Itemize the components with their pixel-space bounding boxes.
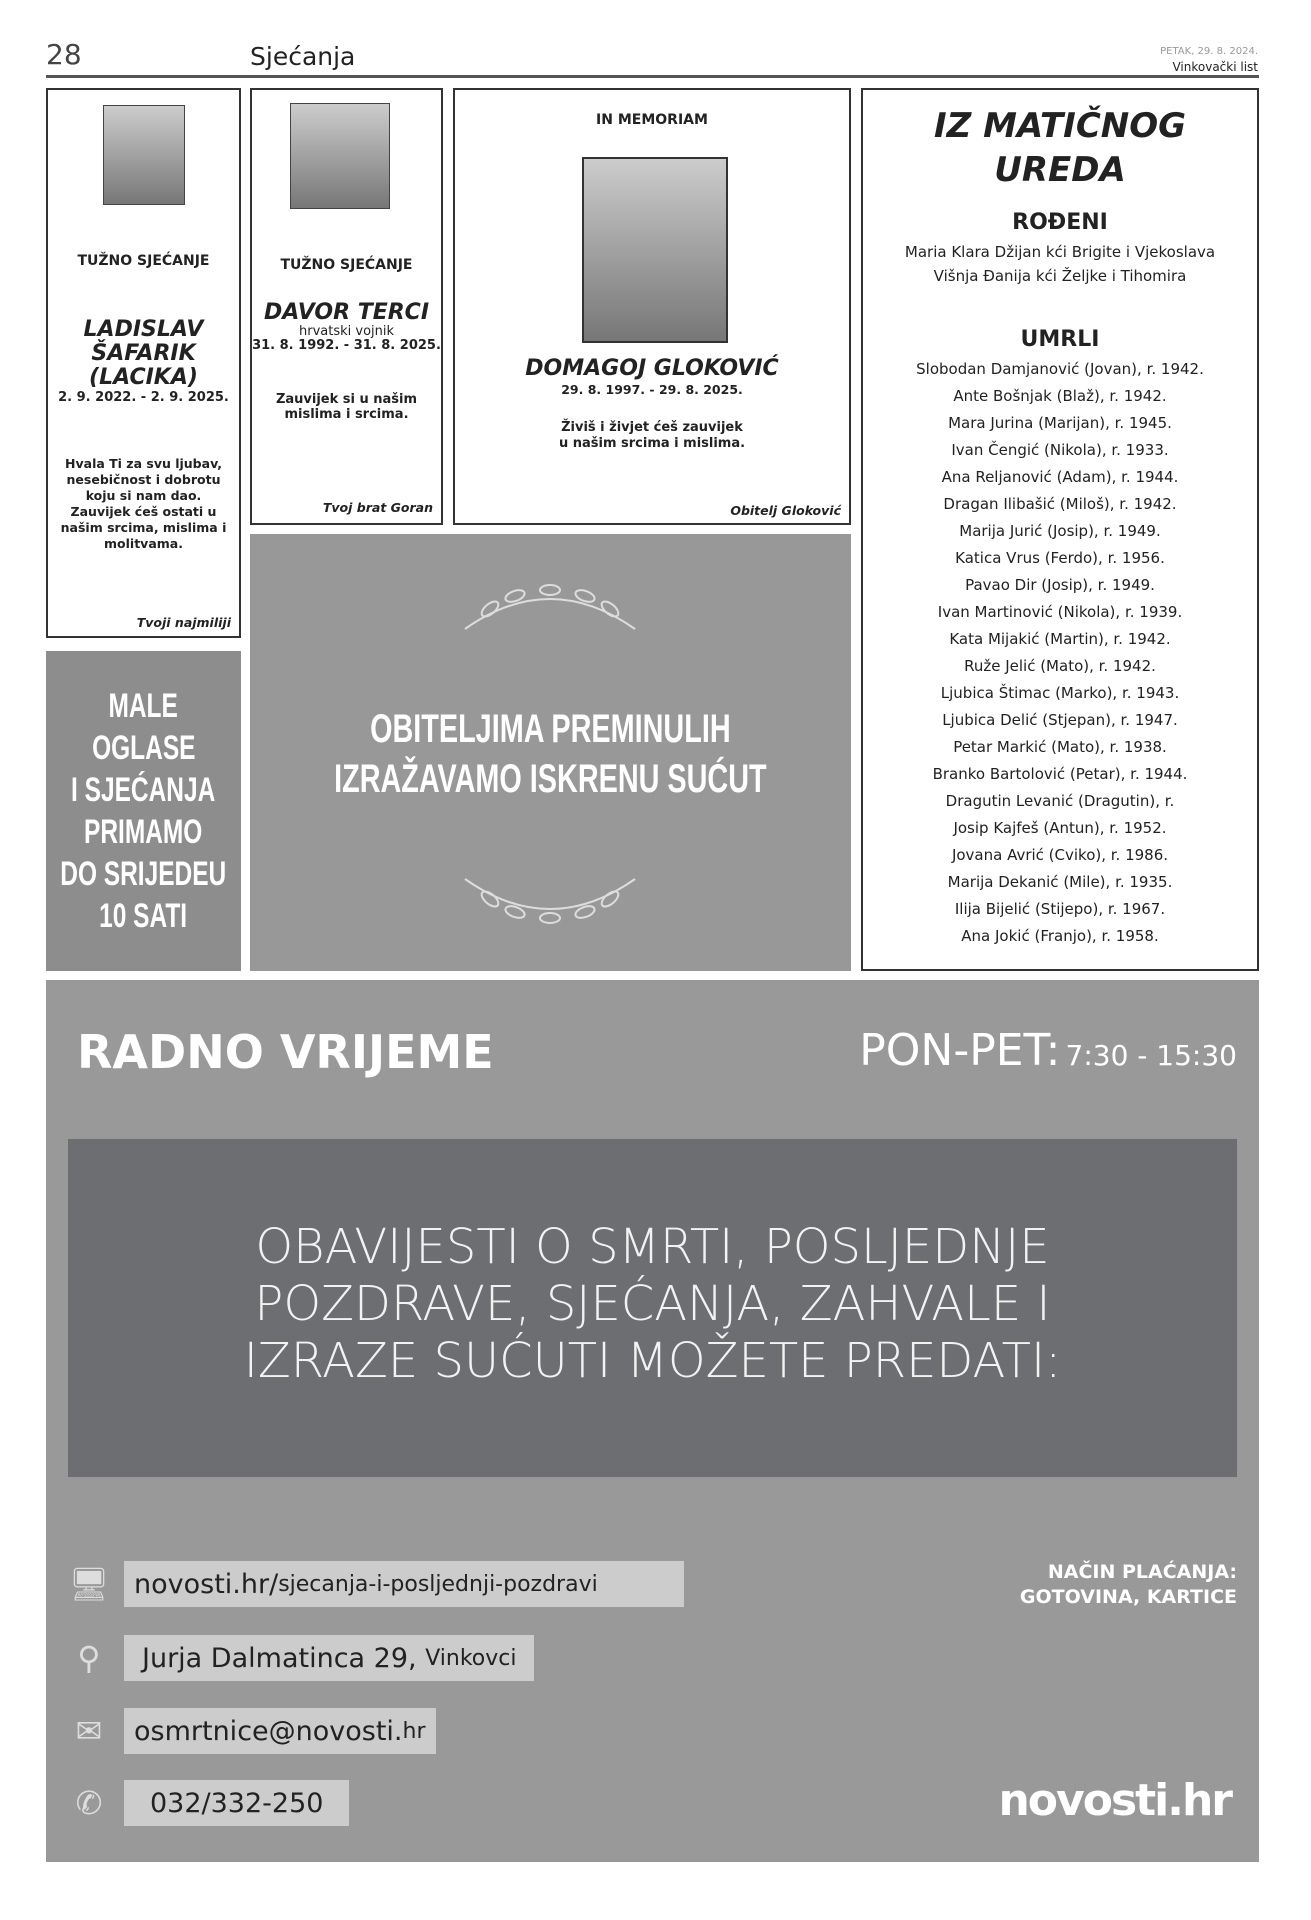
web-domain: novosti.hr/ xyxy=(134,1568,279,1600)
died-entry: Branko Bartolović (Petar), r. 1944. xyxy=(932,765,1188,783)
hours-time: 7:30 - 15:30 xyxy=(1065,1039,1237,1072)
died-entry: Ana Reljanović (Adam), r. 1944. xyxy=(941,468,1179,486)
died-entry: Ilija Bijelić (Stijepo), r. 1967. xyxy=(954,900,1166,918)
notice-label: TUŽNO SJEĆANJE xyxy=(280,257,413,273)
email-link[interactable] xyxy=(124,1708,436,1754)
died-entry: Jovana Avrić (Cviko), r. 1986. xyxy=(951,846,1169,864)
signature: Tvoji najmiliji xyxy=(136,615,231,630)
laurel-ornament-icon xyxy=(455,864,645,934)
website-link[interactable] xyxy=(124,1561,684,1607)
died-entry: Petar Markić (Mato), r. 1938. xyxy=(953,738,1167,756)
portrait-photo xyxy=(103,105,185,205)
died-entry: Dragutin Levanić (Dragutin), r. xyxy=(945,792,1175,810)
section-title: Sjećanja xyxy=(250,42,356,71)
novosti-logo: novosti.hr xyxy=(998,1775,1231,1826)
died-entry: Ljubica Štimac (Marko), r. 1943. xyxy=(940,684,1180,702)
dates: 31. 8. 1992. - 31. 8. 2025. xyxy=(252,338,441,353)
died-entry: Mara Jurina (Marijan), r. 1945. xyxy=(948,414,1172,432)
memorial-notice-glokovic xyxy=(453,88,851,525)
portrait-photo xyxy=(582,157,728,343)
died-entry: Josip Kajfeš (Antun), r. 1952. xyxy=(953,819,1167,837)
memorial-notice-terci xyxy=(250,88,443,525)
died-entry: Kata Mijakić (Martin), r. 1942. xyxy=(949,630,1171,648)
condolences-ad xyxy=(250,534,851,971)
dates: 2. 9. 2022. - 2. 9. 2025. xyxy=(58,390,229,405)
deceased-name: DAVOR TERCI xyxy=(263,300,430,325)
message: Zauvijek si u našim mislima i srcima. xyxy=(275,392,418,422)
memorial-notice-safarik xyxy=(46,88,241,638)
subtitle: hrvatski vojnik xyxy=(298,324,395,339)
died-entry: Ivan Čengić (Nikola), r. 1933. xyxy=(951,441,1169,459)
email-tld: hr xyxy=(402,1718,426,1744)
phone-icon: ✆ xyxy=(75,1784,103,1822)
died-entry: Ruže Jelić (Mato), r. 1942. xyxy=(964,657,1156,675)
registry-office-box xyxy=(861,88,1259,971)
page-number: 28 xyxy=(46,38,82,71)
deceased-name: LADISLAV ŠAFARIK (LACIKA) xyxy=(83,317,204,390)
working-hours xyxy=(859,1025,1237,1076)
city: Vinkovci xyxy=(425,1645,517,1671)
computer-monitor-icon: 🖥︎ xyxy=(68,1565,110,1603)
envelope-icon: ✉ xyxy=(75,1712,103,1750)
payment-label: NAČIN PLAĆANJA: xyxy=(1047,1561,1237,1583)
ad-line: MALE xyxy=(108,687,179,725)
message: Živiš i živjet ćeš zauvijek u našim srcima i mislima. xyxy=(558,420,746,451)
died-entry: Marija Jurić (Josip), r. 1949. xyxy=(959,522,1161,540)
died-list xyxy=(863,356,1257,950)
condolence-line-1: OBITELJIMA PREMINULIH xyxy=(370,707,731,751)
info-box xyxy=(68,1139,1237,1477)
portrait-photo xyxy=(290,103,390,209)
died-entry: Katica Vrus (Ferdo), r. 1956. xyxy=(955,549,1165,567)
died-entry: Marija Dekanić (Mile), r. 1935. xyxy=(947,873,1173,891)
born-entry: Višnja Đanija kći Željke i Tihomira xyxy=(933,267,1187,285)
ad-line: 10 SATI xyxy=(99,897,188,935)
street: Jurja Dalmatinca 29, xyxy=(142,1642,417,1674)
died-entry: Pavao Dir (Josip), r. 1949. xyxy=(965,576,1155,594)
deceased-name: DOMAGOJ GLOKOVIĆ xyxy=(525,356,779,381)
deadline-ad xyxy=(46,651,241,971)
notice-label: TUŽNO SJEĆANJE xyxy=(77,253,210,269)
died-entry: Slobodan Damjanović (Jovan), r. 1942. xyxy=(916,360,1204,378)
died-entry: Ivan Martinović (Nikola), r. 1939. xyxy=(937,603,1183,621)
registry-title: IZ MATIČNOG UREDA xyxy=(933,106,1187,190)
born-heading: ROĐENI xyxy=(1012,210,1108,235)
email-user: osmrtnice@novosti. xyxy=(134,1715,403,1747)
contact-panel xyxy=(46,980,1259,1862)
hours-title: RADNO VRIJEME xyxy=(77,1025,494,1079)
address xyxy=(124,1635,534,1681)
died-entry: Ljubica Delić (Stjepan), r. 1947. xyxy=(942,711,1178,729)
born-entry: Maria Klara Džijan kći Brigite i Vjekoslava xyxy=(904,243,1216,261)
signature: Tvoj brat Goran xyxy=(322,500,433,515)
condolence-line-2: IZRAŽAVAMO ISKRENU SUĆUT xyxy=(334,757,767,801)
died-entry: Ana Jokić (Franjo), r. 1958. xyxy=(961,927,1159,945)
publication-name: Vinkovački list xyxy=(1172,60,1258,74)
notice-label: IN MEMORIAM xyxy=(596,112,708,128)
ad-line: I SJEĆANJA xyxy=(71,771,216,809)
ad-line: OGLASE xyxy=(91,729,196,767)
signature: Obitelj Gloković xyxy=(730,503,841,518)
location-pin-icon: ⚲ xyxy=(77,1639,101,1677)
died-entry: Dragan Ilibašić (Miloš), r. 1942. xyxy=(943,495,1177,513)
ad-line: DO SRIJEDEU xyxy=(60,855,227,893)
born-list xyxy=(863,240,1257,288)
info-line: POZDRAVE, SJEĆANJA, ZAHVALE I xyxy=(254,1276,1051,1332)
info-line: OBAVIJESTI O SMRTI, POSLJEDNJE xyxy=(255,1219,1050,1275)
phone-link[interactable]: 032/332-250 xyxy=(124,1780,349,1826)
died-entry: Ante Bošnjak (Blaž), r. 1942. xyxy=(953,387,1167,405)
payment-info xyxy=(1020,1560,1237,1610)
issue-date: PETAK, 29. 8. 2024. xyxy=(1160,46,1258,57)
header-rule xyxy=(46,75,1259,78)
dates: 29. 8. 1997. - 29. 8. 2025. xyxy=(561,382,743,397)
laurel-ornament-icon xyxy=(455,574,645,644)
hours-days: PON-PET: xyxy=(859,1025,1061,1076)
web-path: sjecanja-i-posljednji-pozdravi xyxy=(278,1571,598,1597)
ad-line: PRIMAMO xyxy=(84,813,203,851)
died-heading: UMRLI xyxy=(1020,327,1100,352)
info-line: IZRAZE SUĆUTI MOŽETE PREDATI: xyxy=(243,1333,1062,1389)
payment-methods: GOTOVINA, KARTICE xyxy=(1019,1586,1237,1608)
message: Hvala Ti za svu ljubav, nesebičnost i dobrotu koju si nam dao. Zauvijek ćeš ostati u našim srcima, mislima i molitvama. xyxy=(60,456,227,551)
